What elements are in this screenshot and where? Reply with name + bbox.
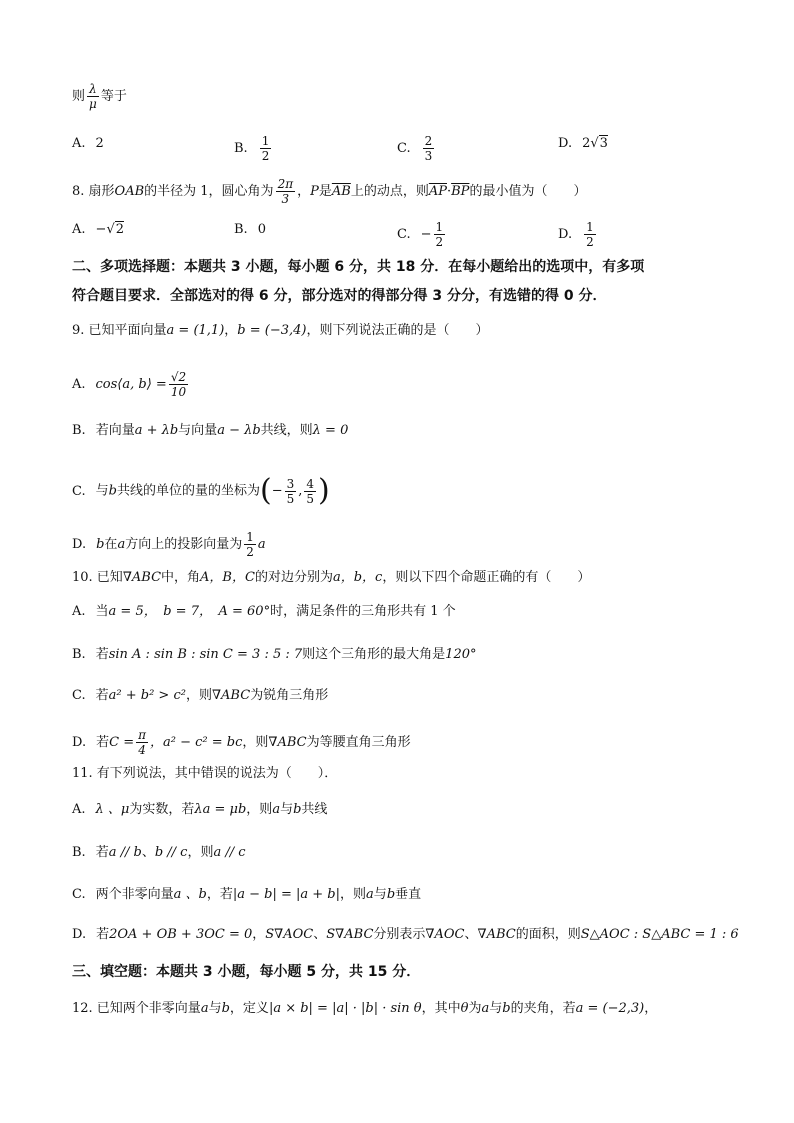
q7-option-a[interactable]: A. 2 xyxy=(72,136,104,151)
q11-option-c[interactable]: C. 两个非零向量a 、b，若|a − b| = |a + b|，则a与b垂直 xyxy=(72,887,422,902)
q10-option-b[interactable]: B. 若sin A : sin B : sin C = 3 : 5 : 7则这个三角形的最大角是120° xyxy=(72,647,477,662)
q8-option-b[interactable]: B. 0 xyxy=(234,222,266,237)
section-3-heading: 三、填空题：本题共 3 小题，每小题 5 分，共 15 分． xyxy=(72,964,421,980)
q8-option-a[interactable]: A. −√2 xyxy=(72,222,125,237)
q7-option-c[interactable]: C. $\frac{2}{3}$ xyxy=(397,134,433,163)
q8-option-d[interactable]: D. $\frac{1}{2}$ xyxy=(558,220,594,249)
q11-option-d[interactable]: D. 若2OA + OB + 3OC = 0，S∇AOC、S∇ABC分别表示∇AOC、∇ABC的面积，则S△AOC : S△ABC = 1 : 6 xyxy=(72,927,739,942)
q9-option-c[interactable]: C. 与b共线的单位的量的坐标为(− $\frac{3}{5}$ , $\frac{4}{5}$ ) xyxy=(72,473,330,508)
q7-tail-stem: 则 $\frac{\lambda}{\mu}$ 等于 xyxy=(72,82,127,111)
q11-stem: 11. 有下列说法，其中错误的说法为（ ）． xyxy=(72,766,338,781)
q7-option-b[interactable]: B. $\frac{1}{2}$ xyxy=(234,134,270,163)
q9-option-b[interactable]: B. 若向量a + λb与向量a − λb共线，则λ = 0 xyxy=(72,423,349,438)
q11-option-b[interactable]: B. 若a // b、b // c，则a // c xyxy=(72,845,246,860)
q10-stem: 10. 已知∇ABC中，角A，B，C的对边分别为a，b，c，则以下四个命题正确的有（ ） xyxy=(72,570,591,585)
q11-option-a[interactable]: A. λ 、μ为实数，若λa = μb，则a与b共线 xyxy=(72,802,328,817)
section-2-heading: 二、多项选择题：本题共 3 小题，每小题 6 分，共 18 分．在每小题给出的选项中，有多项 xyxy=(72,259,645,275)
q8-stem: 8. 扇形OAB的半径为 1，圆心角为 $\frac{2\pi}{3}$ ，P是$\overline{AB}$上的动点，则$\overline{AP}\cdot\overline{BP}$的最小值为（ ） xyxy=(72,177,587,206)
q12-stem: 12. 已知两个非零向量a与b，定义|a × b| = |a| · |b| · sin θ，其中θ为a与b的夹角，若a = (−2,3)， xyxy=(72,1001,658,1016)
q9-option-a[interactable]: A. cos⟨a, b⟩ = $\frac{√2}{10}$ xyxy=(72,370,187,399)
q10-option-a[interactable]: A. 当a = 5， b = 7， A = 60°时，满足条件的三角形共有 1 个 xyxy=(72,604,456,619)
section-2-heading-cont: 符合题目要求．全部选对的得 6 分，部分选对的得部分得 3 分分，有选错的得 0 分． xyxy=(72,288,607,304)
q10-option-d[interactable]: D. 若C = $\frac{\pi}{4}$ ，a² − c² = bc，则∇ABC为等腰直角三角形 xyxy=(72,728,411,757)
q9-stem: 9. 已知平面向量a = (1,1)，b = (−3,4)，则下列说法正确的是（ ） xyxy=(72,323,489,338)
q9-option-d[interactable]: D. b在a方向上的投影向量为 $\frac{1}{2}$ a xyxy=(72,530,266,559)
q10-option-c[interactable]: C. 若a² + b² > c²，则∇ABC为锐角三角形 xyxy=(72,688,329,703)
q7-option-d[interactable]: D. 2√3 xyxy=(558,136,608,151)
q8-option-c[interactable]: C. − $\frac{1}{2}$ xyxy=(397,220,444,249)
lambda-over-mu: $\frac{\lambda}{\mu}$ xyxy=(89,82,97,111)
